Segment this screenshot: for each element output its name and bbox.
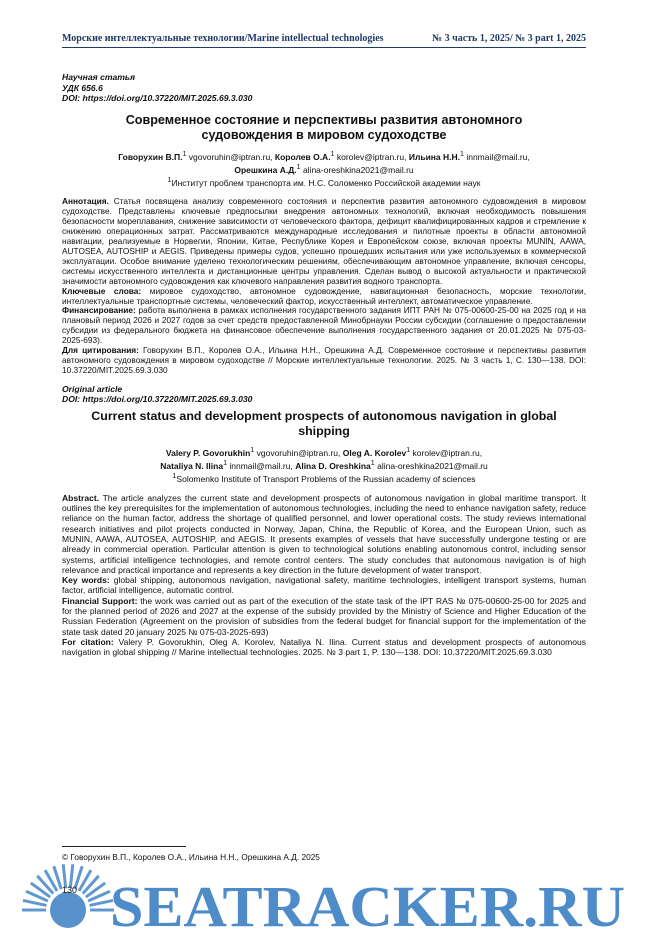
abstract-ru [62,197,586,286]
author-name: Nataliya N. Ilina [160,460,224,471]
author-name: Valery P. Govorukhin [165,447,251,458]
title-en: Current status and development prospects of autonomous navigation in global shipping [91,408,557,438]
section-label: Ключевые слова: [62,285,142,296]
affiliation-sup: 1 [167,176,172,185]
en-meta [62,384,586,405]
section-label: For citation: [62,636,114,647]
authors-ru-line-1 [62,149,586,162]
author-email[interactable]: alina-oreshkina2021@mail.ru [302,164,414,175]
affiliation-text: Solomenko Institute of Transport Problems of the Russian academy of sciences [176,474,476,485]
authors-en [62,445,586,485]
author-name: Орешкина А.Д. [234,164,297,175]
section-label: Abstract. [62,492,100,503]
sun-icon [50,892,86,928]
issue-label: № 3 часть 1, 2025/ № 3 part 1, 2025 [432,33,586,44]
footnote-divider [62,846,186,847]
funding-ru [62,306,586,346]
section-label: Аннотация. [62,196,109,207]
author-sup: 1 [250,445,255,454]
authors-en-line-1 [62,445,586,458]
section-text: The article analyzes the current state and development prospects of autonomous navigation in global maritime transport. It outlines the key prerequisites for the implementation of autonomous technologies, including the need to enhance navigation safety, reduce reliance on the human factor, address the shortage of qualified personnel, and lower operational costs. The study reviews international research initiatives and pilot projects conducted in Norway, Japan, China, the Republic of Korea, and the European Union, such as MUNIN, AAWA, AUTOSEA, AUTOSHIP, and AEGIS. It presents examples of vessels that have successfully undergone testing or are already in commercial operation. Particular attention is given to technological solutions enabling autonomous control, including sensor systems, artificial intelligence technologies, and remote control centers. The study concludes that autonomous navigation is of high relevance and practical importance and represents a key direction in the future development of water transport. [62,492,586,575]
author-email[interactable]: korolev@iptran.ru, [412,447,483,458]
watermark-text: SEATRACKER.RU [110,874,625,939]
author-name: Alina D. Oreshkina [295,460,371,471]
section-text: global shipping, autonomous navigation, navigational safety, maritime technologies, intelligent transport systems, human factor, artificial intelligence, automatic control. [62,575,586,596]
journal-name: Морские интеллектуальные технологии/Marine intellectual technologies [62,33,384,44]
author-name: Oleg A. Korolev [342,447,407,458]
funding-en [62,596,586,637]
author-sup: 1 [330,149,335,158]
author-sup: 1 [460,149,464,158]
author-name: Королев О.А. [274,151,331,162]
keywords-en [62,575,586,596]
author-sup: 1 [296,162,301,171]
author-email[interactable]: innmail@mail.ru, [466,151,530,162]
author-sup: 1 [370,459,375,468]
authors-en-line-2 [62,458,586,471]
affiliation-text: Институт проблем транспорта им. Н.С. Соломенко Российской академии наук [171,177,481,188]
author-sup: 1 [223,459,227,468]
author-sup: 1 [406,445,411,454]
running-header [62,33,586,48]
section-label: Финансирование: [62,305,136,316]
title-ru: Современное состояние и перспективы развития автономного судовождения в мировом судоходстве [125,112,523,142]
affiliation-sup: 1 [172,472,177,481]
doi-en[interactable]: DOI: https://doi.org/10.37220/MIT.2025.69.3.030 [62,394,253,405]
section-text: мировое судоходство, автономное судовождение, навигационная безопасность, морские технологии, интеллектуальные транспортные системы, человеческий фактор, искусственный интеллект, автоматическое управление. [62,285,586,306]
affiliation-en [62,471,586,484]
copyright-footnote: © Говорухин В.П., Королев О.А., Ильина Н.Н., Орешкина А.Д. 2025 [62,852,320,862]
section-label: Для цитирования: [62,345,139,356]
article-type-ru: Научная статья [62,72,136,82]
page-number: 130 [62,885,78,895]
affiliation-ru [62,175,586,188]
sun-ray [23,900,46,905]
doi-ru[interactable]: DOI: https://doi.org/10.37220/MIT.2025.69.3.030 [62,93,253,103]
udk: УДК 656.6 [62,82,103,93]
section-text: Говорухин В.П., Королев О.А., Ильина Н.Н., Орешкина А.Д. Современное состояние и перспективы развития автономного судовождения в мировом судоходстве // Морские интеллектуальные технологии. 2025. № 3 часть 1, С. 130—138. DOI: 10.37220/MIT.2025.69.3.030 [62,345,587,375]
section-label: Financial Support: [62,595,138,606]
abstract-block-en [62,493,586,658]
author-sup: 1 [182,149,187,158]
author-email[interactable]: vgovoruhin@iptran.ru, [188,151,273,162]
keywords-ru [62,287,586,307]
author-email[interactable]: alina-oreshkina2021@mail.ru [377,460,488,471]
authors-ru-line-2 [62,162,586,175]
author-email[interactable]: innmail@mail.ru, [229,460,293,471]
abstract-en [62,493,586,575]
citation-ru [62,346,586,376]
author-name: Ильина Н.Н. [408,151,461,162]
section-text: the work was carried out as part of the execution of the state task of the IPT RAS № 075-00600-25-00 for 2025 and for the planned period of 2026 and 2027 at the expense of the subsidy provided by the Ministry of Science and Higher Education of the Russian Federation (Agreement on the provision of subsidies from the federal budget for financial support for the implementation of the state task dated 20 january 2025 № 075-03-2025-693) [62,595,586,637]
author-name: Говорухин В.П. [118,151,183,162]
author-email[interactable]: korolev@iptran.ru, [336,151,407,162]
citation-en [62,637,586,658]
author-email[interactable]: vgovoruhin@iptran.ru, [256,447,341,458]
article-type-en: Original article [62,383,123,394]
section-text: работа выполнена в рамках исполнения государственного задания ИПТ РАН № 075-00600-25-00 на 2025 год и на плановый период 2026 и 2027 годов за счет средств предоставленной Минобрнауки России субсидии (соглашение о предоставлении субсидии из федерального бюджета на финансовое обеспечение выполнения государственного задания от 20.01.2025 № 075-03-2025-693). [62,305,586,346]
authors-ru [62,149,586,189]
article-content [62,72,586,658]
section-text: Статья посвящена анализу современного состояния и перспектив развития автономного судовождения в мировом судоходстве. Представлены ключевые предпосылки внедрения автономных технологий, включая необходимость повышения безопасности мореплавания, снижение зависимости от человеческого фактора, дефицит квалифицированных кадров и стремление к снижению операционных затрат. Рассматриваются международные исследования и пилотные проекты в области автономной навигации, реализуемые в Норвегии, Японии, Китае, Республике Корея и Европейском союзе, включая проекты MUNIN, AAWA, AUTOSEA, AUTOSHIP и AEGIS. Приведены примеры судов, успешно прошедших испытания или уже используемых в коммерческой эксплуатации. Особое внимание уделено технологическим решениям, обеспечивающим автономное управление, включая сенсоры, системы искусственного интеллекта и дистанционные центры управления. Сделан вывод о высокой актуальности и практической значимости автономного судовождения как ключевого направления развития водного транспорта. [62,196,586,286]
abstract-block-ru [62,197,586,375]
ru-meta [62,72,586,104]
section-text: Valery P. Govorukhin, Oleg A. Korolev, Nataliya N. Ilina. Current status and development prospects of autonomous navigation in global shipping // Marine intellectual technologies. 2025. № 3 part 1, P. 130—138. DOI: 10.37220/MIT.2025.69.3.030 [62,636,586,658]
section-label: Key words: [62,575,110,586]
